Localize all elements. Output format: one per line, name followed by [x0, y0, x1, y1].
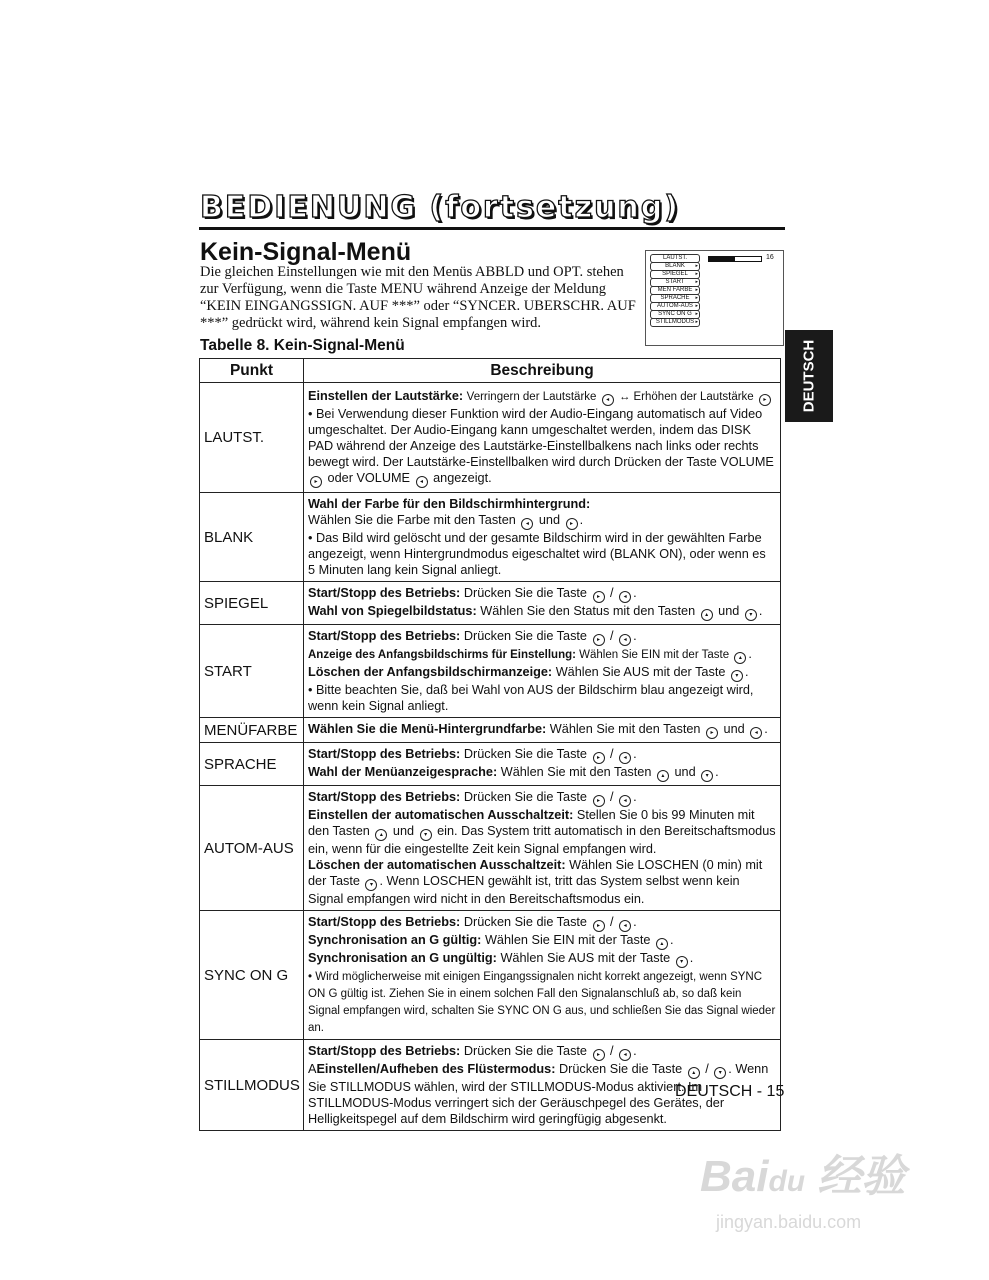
title-rule — [199, 227, 785, 230]
description-text: / — [701, 1062, 713, 1076]
description-text: Wählen Sie LOSCHEN (0 min) mit der Taste — [308, 858, 763, 888]
down-button-icon: ▾ — [676, 956, 688, 968]
intro-paragraph: Die gleichen Einstellungen wie mit den Menüs ABBLD und OPT. stehen zur Verfügung, wenn die Taste MENU während Anzeige der Meldung “KEIN EINGANGSSIGN. AUF ***” oder “SYNCER. UBERSCHR. AUF ***” gedrückt wird, während kein Signal empfangen wird. — [200, 264, 636, 331]
up-button-icon: ▴ — [657, 770, 669, 782]
description-text: • Bei Verwendung dieser Funktion wird der Audio-Eingang automatisch auf Video umgeschaltet. Der Audio-Eingang kann umgeschaltet werden, indem das DISK PAD während der Anzeige des Lautstärke-Einstellbalkens nach links oder rechts bewegt wird. Der Lautstärke-Einstellbalken wird durch Drücken der Taste VOLUME — [308, 406, 774, 469]
row-description — [304, 582, 781, 625]
right-button-icon: ▸ — [593, 591, 605, 603]
table-row — [200, 582, 781, 625]
row-description — [304, 718, 781, 743]
table-row — [200, 743, 781, 786]
description-text: Wählen Sie mit den Tasten — [500, 765, 655, 779]
description-text: / — [606, 629, 618, 643]
osd-item-label: AUTOM-AUS — [657, 303, 693, 309]
row-item-name: LAUTST. — [200, 383, 304, 493]
up-button-icon: ▴ — [656, 938, 668, 950]
description-text: ↔ Erhöhen der Lautstärke — [615, 390, 757, 403]
description-label: Wahl von Spiegelbildstatus: — [308, 604, 481, 618]
volume-value: 16 — [766, 254, 774, 261]
description-line — [308, 512, 776, 530]
row-item-name: BLANK — [200, 493, 304, 582]
header-punkt: Punkt — [200, 359, 304, 383]
description-text: Verringern der Lautstärke — [466, 390, 600, 403]
row-description — [304, 911, 781, 1040]
description-text: . — [633, 747, 637, 761]
up-button-icon: ▴ — [375, 829, 387, 841]
description-text: Drücken Sie die Taste — [463, 1044, 591, 1058]
description-text: oder VOLUME — [324, 470, 414, 485]
right-button-icon: ▸ — [593, 795, 605, 807]
description-text: Wählen Sie mit den Tasten — [549, 722, 704, 736]
row-item-name: STILLMODUS — [200, 1040, 304, 1131]
table-caption: Tabelle 8. Kein-Signal-Menü — [200, 337, 405, 354]
description-label: Start/Stopp des Betriebs: — [308, 915, 464, 929]
description-text: Wählen Sie EIN mit der Taste — [484, 933, 654, 947]
up-button-icon: ▴ — [734, 652, 746, 664]
description-line — [308, 682, 776, 714]
left-button-icon: ◂ — [619, 1049, 631, 1061]
osd-arrow-icon: ▸ — [695, 303, 698, 309]
right-button-icon: ▸ — [566, 518, 578, 530]
description-text: angezeigt. — [429, 470, 492, 485]
description-line — [308, 530, 776, 578]
description-text: / — [606, 747, 618, 761]
description-text: . — [633, 1044, 637, 1058]
description-line — [308, 496, 776, 512]
description-text: Drücken Sie die Taste — [463, 629, 591, 643]
down-button-icon: ▾ — [420, 829, 432, 841]
description-text: . Wenn Sie STILLMODUS wählen, wird der STILLMODUS-Modus aktiviert. Im STILLMODUS-Modus verringert sich der Geräuschpegel des Gerätes, der Helligkeitspegel auf dem Bildschirm wird geringfügig abgesenkt. — [308, 1062, 769, 1126]
left-button-icon: ◂ — [602, 394, 614, 406]
description-line — [308, 914, 776, 932]
description-label: Synchronisation an G ungültig: — [308, 951, 501, 965]
description-text: . Wenn LOSCHEN gewählt ist, tritt das System selbst wenn kein Signal empfangen wird nicht in den Bereitschaftsmodus ein. — [308, 874, 740, 906]
description-text: . — [669, 933, 674, 947]
description-text: . — [579, 513, 584, 527]
description-text: Wählen Sie den Status mit den Tasten — [480, 604, 699, 618]
description-line — [308, 721, 776, 739]
up-button-icon: ▴ — [688, 1067, 700, 1079]
left-button-icon: ◂ — [619, 591, 631, 603]
row-item-name: AUTOM-AUS — [200, 786, 304, 911]
description-line — [308, 1043, 776, 1061]
osd-item-label: MEN FARBE — [657, 287, 693, 293]
description-line — [308, 585, 776, 603]
volume-bar-fill — [709, 257, 735, 261]
osd-arrow-icon: ▸ — [695, 287, 698, 293]
table-row — [200, 718, 781, 743]
language-tab — [785, 330, 833, 422]
osd-arrow-icon: ▸ — [695, 279, 698, 285]
table-row — [200, 911, 781, 1040]
description-text: . — [764, 722, 768, 736]
osd-arrow-icon: ▸ — [695, 295, 698, 301]
description-text: / — [606, 586, 618, 600]
left-button-icon: ◂ — [619, 752, 631, 764]
up-button-icon: ▴ — [701, 609, 713, 621]
description-line — [308, 789, 776, 807]
osd-arrow-icon: ▸ — [695, 263, 698, 269]
description-text: und — [389, 824, 418, 838]
left-button-icon: ◂ — [619, 920, 631, 932]
left-button-icon: ◂ — [619, 634, 631, 646]
osd-item — [650, 318, 700, 327]
left-button-icon: ◂ — [750, 727, 762, 739]
description-text: . — [744, 665, 749, 679]
description-label: Wählen Sie die Menü-Hintergrundfarbe: — [308, 722, 550, 736]
description-line — [308, 664, 776, 682]
watermark-logo: Baidu 经验 — [700, 1152, 906, 1201]
osd-item-label: SPRACHE — [660, 295, 690, 301]
right-button-icon: ▸ — [593, 634, 605, 646]
row-item-name: SPRACHE — [200, 743, 304, 786]
volume-bar — [708, 256, 762, 262]
description-line — [308, 807, 776, 857]
osd-arrow-icon: ▸ — [695, 311, 698, 317]
right-button-icon: ▸ — [759, 394, 771, 406]
row-item-name: MENÜFARBE — [200, 718, 304, 743]
right-button-icon: ▸ — [310, 476, 322, 488]
row-description — [304, 493, 781, 582]
osd-arrow-icon: ▸ — [695, 271, 698, 277]
description-text: A — [308, 1062, 317, 1076]
row-description — [304, 786, 781, 911]
description-line — [308, 932, 776, 950]
description-line — [308, 950, 776, 968]
left-button-icon: ◂ — [619, 795, 631, 807]
row-item-name: SPIEGEL — [200, 582, 304, 625]
description-line — [308, 603, 776, 621]
language-tab-label: DEUTSCH — [800, 339, 818, 413]
description-text: und — [720, 722, 749, 736]
left-button-icon: ◂ — [521, 518, 533, 530]
description-text: / — [606, 790, 618, 804]
down-button-icon: ▾ — [701, 770, 713, 782]
description-text: Stellen Sie 0 bis 99 Minuten mit den Tasten — [308, 808, 755, 838]
description-text: . — [715, 765, 719, 779]
description-label: Wahl der Menüanzeigesprache: — [308, 765, 501, 779]
description-text: Drücken Sie die Taste — [463, 790, 591, 804]
description-text: / — [606, 1044, 618, 1058]
description-label: Start/Stopp des Betriebs: — [308, 586, 464, 600]
osd-item-label: BLANK — [665, 263, 685, 269]
description-text: . — [633, 586, 637, 600]
row-description — [304, 383, 781, 493]
osd-item-label: LAUTST. — [662, 255, 687, 261]
description-text: . — [633, 629, 637, 643]
row-item-name: SYNC ON G — [200, 911, 304, 1040]
description-text: . — [633, 790, 637, 804]
description-text: • Das Bild wird gelöscht und der gesamte Bildschirm wird in der gewählten Farbe angezeigt, wenn Hintergrundmodus eigeschaltet wird (BLANK ON), oder wenn es 5 Minuten lang kein Signal anliegt. — [308, 531, 766, 577]
description-label: Synchronisation an G gültig: — [308, 933, 485, 947]
description-text: Drücken Sie die Taste — [463, 586, 591, 600]
table-row — [200, 625, 781, 718]
osd-menu-illustration — [645, 250, 784, 346]
description-label: Einstellen der automatischen Ausschaltzeit: — [308, 808, 577, 822]
down-button-icon: ▾ — [365, 879, 377, 891]
osd-item-label: STILLMODUS — [655, 319, 695, 325]
down-button-icon: ▾ — [731, 670, 743, 682]
watermark-url: jingyan.baidu.com — [716, 1212, 862, 1232]
description-text: Drücken Sie die Taste — [463, 915, 591, 929]
description-text: / — [606, 915, 618, 929]
description-text: • Bitte beachten Sie, daß bei Wahl von AUS der Bildschirm blau angezeigt wird, wenn kein Signal anliegt. — [308, 683, 754, 713]
description-text: Wählen Sie AUS mit der Taste — [555, 665, 729, 679]
table-header-row — [200, 359, 781, 383]
description-text: und — [714, 604, 743, 618]
description-text: . — [633, 915, 637, 929]
row-description — [304, 625, 781, 718]
down-button-icon: ▾ — [714, 1067, 726, 1079]
table-row — [200, 383, 781, 493]
description-text: Wählen Sie die Farbe mit den Tasten — [308, 513, 520, 527]
down-button-icon: ▾ — [745, 609, 757, 621]
description-line — [308, 857, 776, 907]
osd-item-label: SYNC ON G — [658, 311, 692, 317]
right-button-icon: ▸ — [593, 1049, 605, 1061]
page-number: DEUTSCH - 15 — [675, 1083, 785, 1100]
description-label: Start/Stopp des Betriebs: — [308, 629, 464, 643]
right-button-icon: ▸ — [706, 727, 718, 739]
table-row — [200, 786, 781, 911]
page-title: BEDIENUNG (fortsetzung) — [200, 190, 680, 225]
osd-item-label: START — [665, 279, 685, 285]
row-description — [304, 743, 781, 786]
description-label: Einstellen der Lautstärke: — [308, 388, 467, 403]
description-label: Wahl der Farbe für den Bildschirmhintergrund: — [308, 497, 591, 511]
description-text: • Wird möglicherweise mit einigen Eingangssignalen nicht korrekt angezeigt, wenn SYNC ON G gültig ist. Ziehen Sie in einem solchen Fall den Signalanschluß ab, so daß kein Signal empfangen wird, schalten Sie SYNC ON G aus, und schließen Sie das Signal wieder an. — [308, 971, 776, 1034]
menu-table — [199, 358, 781, 1131]
description-line — [308, 406, 776, 488]
table-row — [200, 493, 781, 582]
description-text: ein. Das System tritt automatisch in den Bereitschaftsmodus ein, wenn für die eingestellte Zeit kein Signal empfangen wird. — [308, 824, 776, 856]
description-line — [308, 628, 776, 646]
description-text: . — [748, 647, 752, 661]
description-text: und — [670, 765, 700, 779]
description-text: . — [758, 604, 763, 618]
section-heading: Kein-Signal-Menü — [200, 238, 412, 266]
osd-item-label: SPIEGEL — [662, 271, 688, 277]
description-text: Drücken Sie die Taste — [463, 747, 591, 761]
right-button-icon: ▸ — [593, 920, 605, 932]
description-label: Start/Stopp des Betriebs: — [308, 790, 464, 804]
row-item-name: START — [200, 625, 304, 718]
description-label: Löschen der Anfangsbildschirmanzeige: — [308, 665, 556, 679]
description-line — [308, 968, 776, 1036]
description-line — [308, 646, 776, 664]
description-line — [308, 764, 776, 782]
description-text: und — [535, 513, 564, 527]
description-label: Start/Stopp des Betriebs: — [308, 1044, 464, 1058]
osd-arrow-icon: ▸ — [695, 319, 698, 325]
description-text: Drücken Sie die Taste — [558, 1062, 686, 1076]
description-label: Anzeige des Anfangsbildschirms für Einstellung: — [308, 649, 580, 661]
description-text: Wählen Sie EIN mit der Taste — [579, 649, 733, 661]
description-label: Einstellen/Aufheben des Flüstermodus: — [316, 1062, 559, 1076]
description-text: Wählen Sie AUS mit der Taste — [500, 951, 674, 965]
description-label: Start/Stopp des Betriebs: — [308, 747, 464, 761]
right-button-icon: ▸ — [593, 752, 605, 764]
description-line — [308, 746, 776, 764]
description-label: Löschen der automatischen Ausschaltzeit: — [308, 858, 570, 872]
header-beschreibung: Beschreibung — [304, 359, 781, 383]
description-text: . — [689, 951, 694, 965]
left-button-icon: ◂ — [416, 476, 428, 488]
description-line — [308, 388, 776, 406]
